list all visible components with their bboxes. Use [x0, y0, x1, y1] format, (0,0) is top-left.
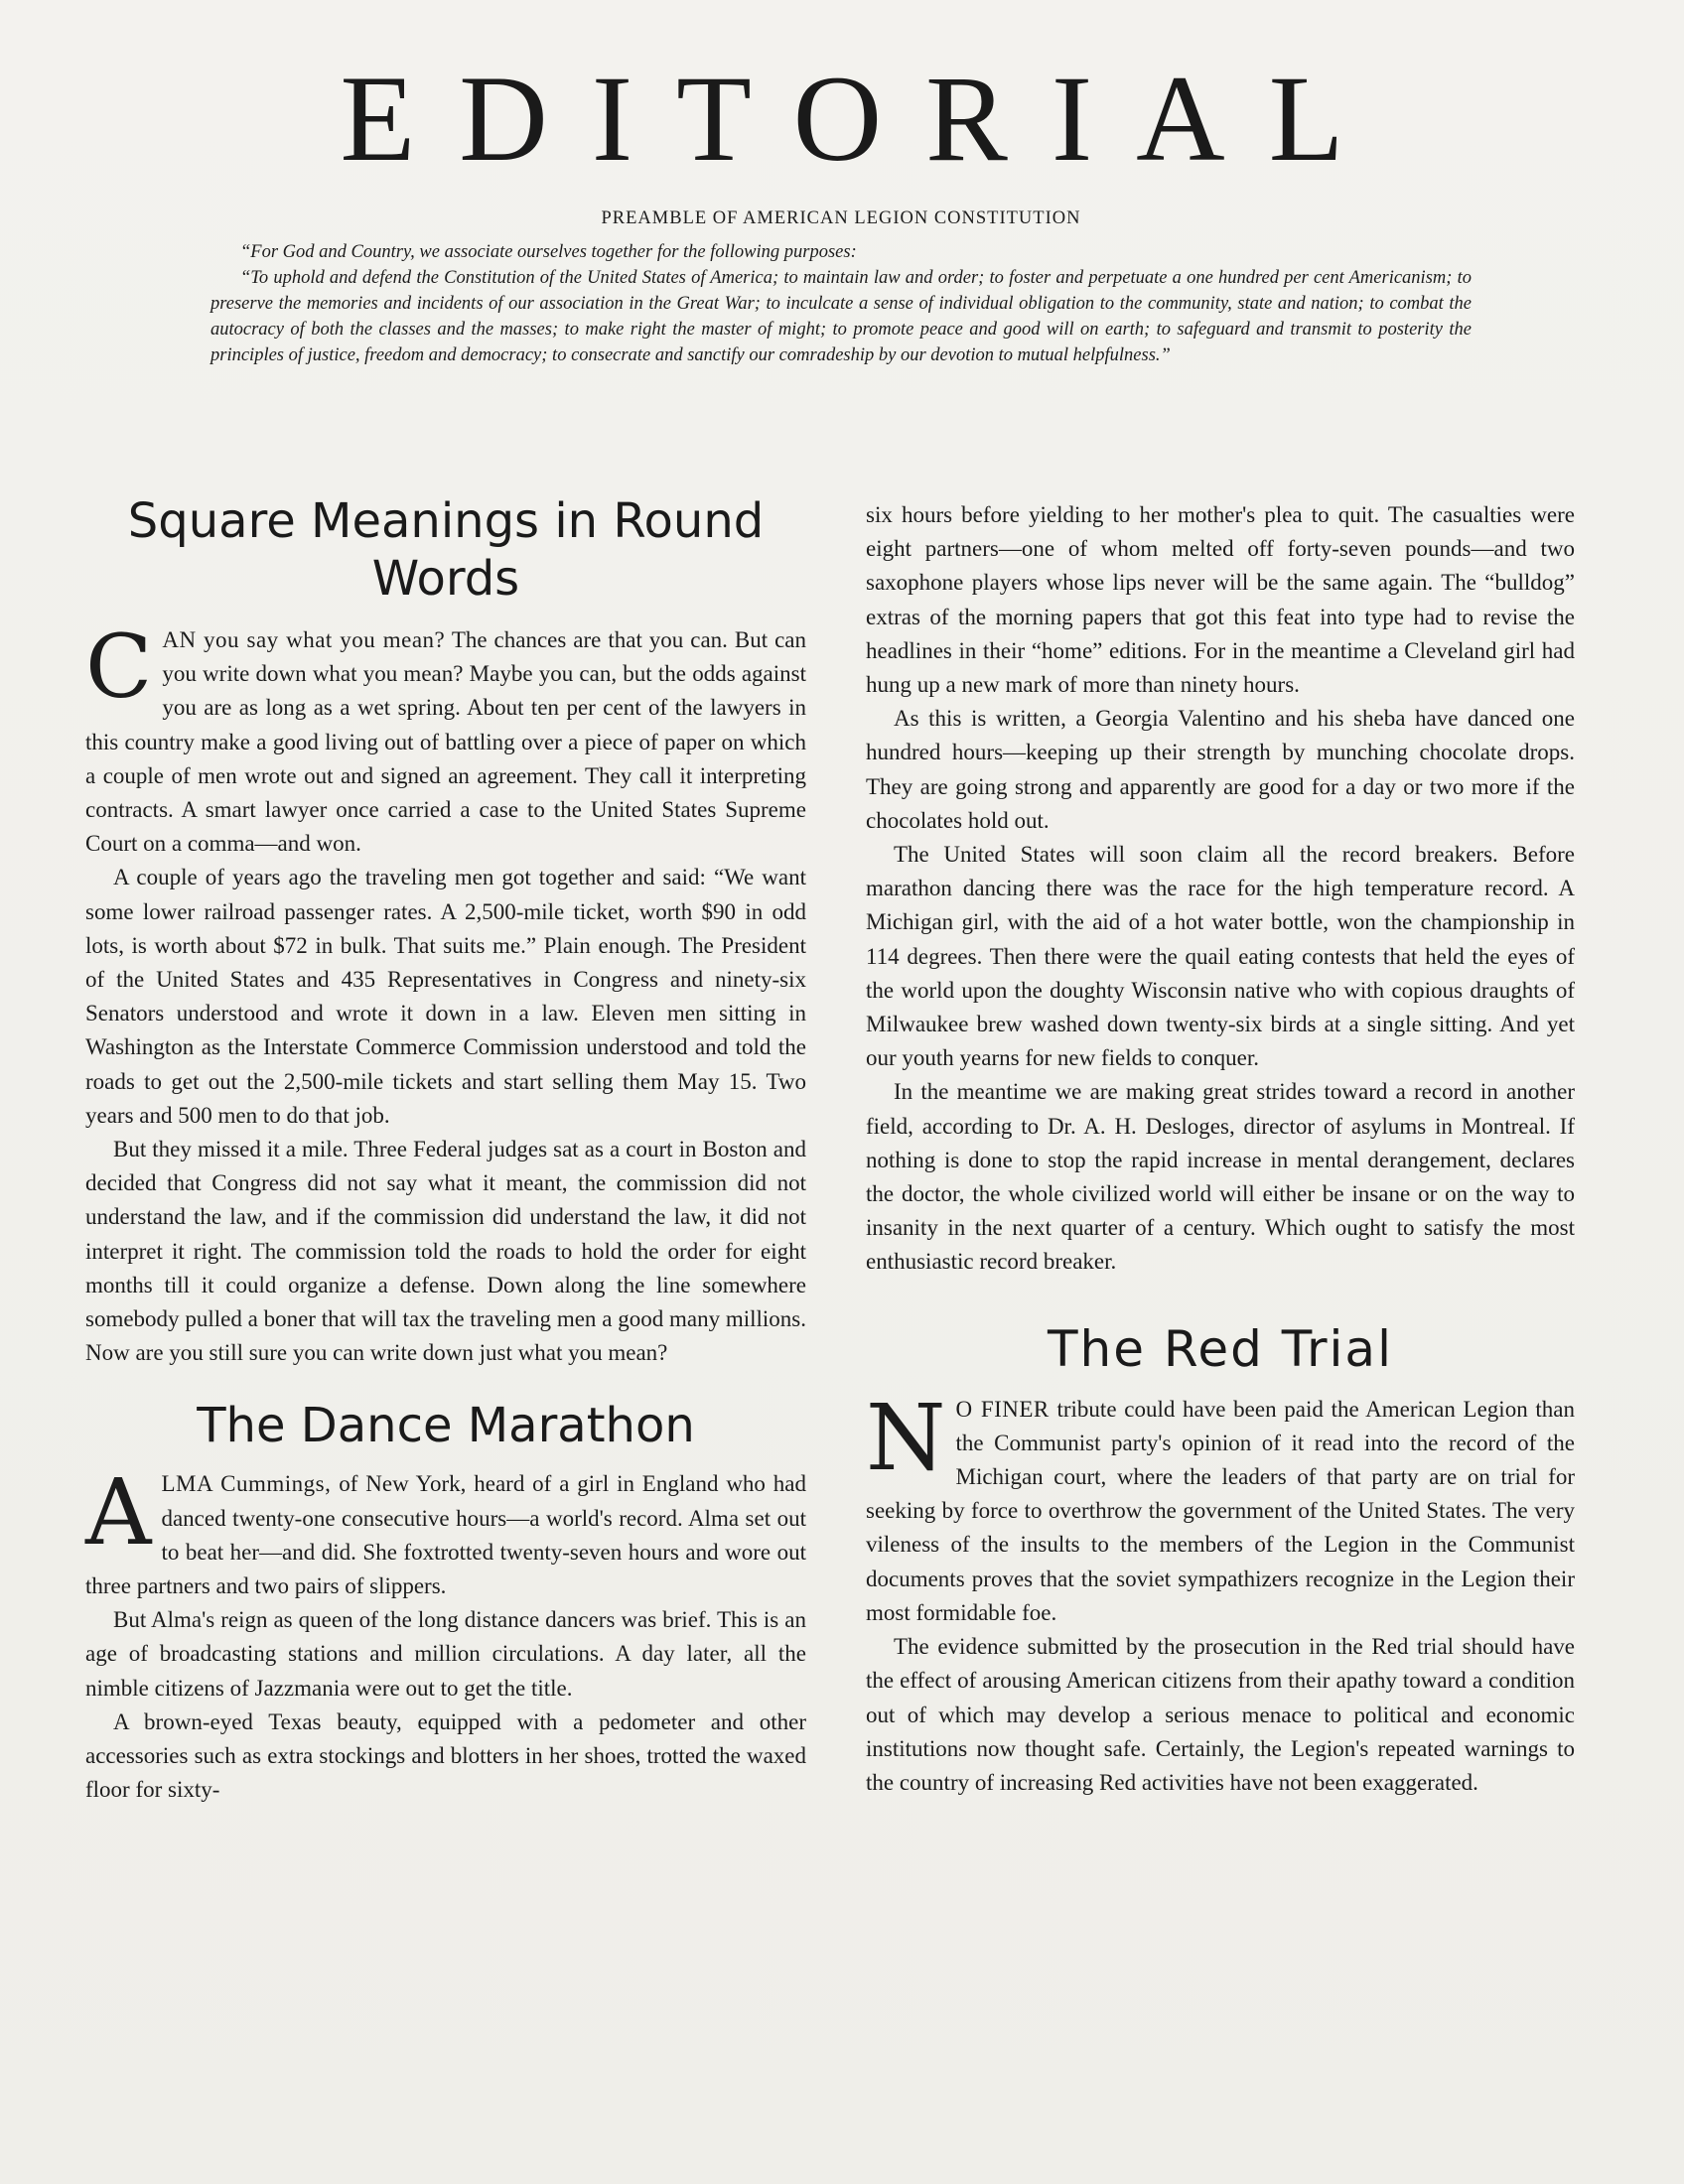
article-paragraph-continued: six hours before yielding to her mother's plea to quit. The casualties were eight partners—one of whom melted off forty-seven pounds—and two saxophone players whose lips never will be the same again. The “bulldog” extras of the morning papers that got this feat into type had to revise the headlines in their “home” editions. For in the meantime a Cleveland girl had hung up a new mark of more than ninety hours.	[866, 502, 1575, 698]
article-paragraph: In the meantime we are making great strides toward a record in another field, according to Dr. A. H. Desloges, director of asylums in Montreal. If nothing is done to stop the rapid increase in mental derangement, declares the doctor, the whole civilized world will either be insane or on the way to insanity in the next quarter of a century. Which ought to satisfy the most enthusiastic record breaker.	[866, 1079, 1575, 1275]
right-column	[866, 498, 1575, 1800]
paragraph-text: of New York, heard of a girl in England who had danced twenty-one consecutive hours—a world's record. Alma set out to beat her—and did. She foxtrotted twenty-seven hours and wore out three partners and two pairs of slippers.	[85, 1471, 806, 1599]
preamble-line-2: “To uphold and defend the Constitution of the United States of America; to maintain law and order; to foster and perpetuate a one hundred per cent Americanism; to preserve the memories and incidents of our association in the Great War; to inculcate a sense of individual obligation to the community, state and nation; to combat the autocracy of both the classes and the masses; to make right the master of might; to promote peace and good will on earth; to safeguard and transmit to posterity the principles of justice, freedom and democracy; to consecrate and sanctify our comradeship by our devotion to mutual helpfulness.”	[210, 268, 1472, 365]
article-paragraph: A couple of years ago the traveling men got together and said: “We want some lower railroad passenger rates. A 2,500-mile ticket, worth $90 in odd lots, is worth about $72 in bulk. That suits me.” Plain enough. The President of the United States and 435 Representatives in Congress and ninety-six Senators understood and wrote it down in a law. Eleven men sitting in Washington as the Interstate Commerce Commission understood and told the roads to get out the 2,500-mile tickets and start selling them May 15. Two years and 500 men to do that job.	[85, 865, 806, 1128]
article-paragraph	[85, 615, 806, 861]
masthead-title: EDITORIAL	[340, 51, 1388, 187]
lead-in: AN you say what you mean?	[162, 627, 446, 652]
preamble-block	[210, 208, 1472, 368]
paragraph-text: tribute could have been paid the American Legion than the Communist party's opinion of it read into the record of the Michigan court, where the leaders of that party are on trial for seeking by force to overthrow the government of the United States. The very vileness of the insults to the members of the Legion in the Communist documents proves that the soviet sympathizers recognize in the Legion their most formidable foe.	[866, 1396, 1575, 1625]
article-heading-red-trial: The Red Trial	[1048, 1319, 1393, 1378]
preamble-title: PREAMBLE OF AMERICAN LEGION CONSTITUTION	[601, 208, 1081, 228]
paragraph-text: The chances are that you can. But can you write down what you mean? Maybe you can, but the odds against you are as long as a wet spring. About ten per cent of the lawyers in this country make a good living out of battling over a piece of paper on which a couple of men wrote out and signed an agreement. They call it interpreting contracts. A smart lawyer once carried a case to the United States Supreme Court on a comma—and won.	[85, 627, 806, 857]
lead-in: LMA Cummings,	[161, 1471, 332, 1497]
article-paragraph: But Alma's reign as queen of the long distance dancers was brief. This is an age of broadcasting stations and million circulations. A day later, all the nimble citizens of Jazzmania were out to get the title.	[85, 1607, 806, 1701]
left-column	[85, 492, 806, 1808]
drop-cap: A	[85, 1459, 152, 1567]
article-heading-square-meanings: Square Meanings in Round Words	[127, 493, 765, 607]
lead-in: O FINER	[955, 1396, 1050, 1422]
article-paragraph: As this is written, a Georgia Valentino and his sheba have danced one hundred hours—keeping up their strength by munching chocolate drops. They are going strong and apparently are good for a day or two more if the chocolates hold out.	[866, 706, 1575, 833]
article-paragraph: But they missed it a mile. Three Federal judges sat as a court in Boston and decided that Congress did not say what it meant, the commission did not understand the law, and if the commission did understand the law, it did not interpret it right. The commission told the roads to hold the order for eight months till it could organize a defense. Down along the line somewhere somebody pulled a boner that will tax the traveling men a good many millions. Now are you still sure you can write down just what you mean?	[85, 1137, 806, 1366]
article-paragraph: A brown-eyed Texas beauty, equipped with a pedometer and other accessories such as extra stockings and blotters in her shoes, trotted the waxed floor for sixty-	[85, 1708, 806, 1803]
drop-cap: C	[85, 615, 153, 718]
preamble-line-1: “For God and Country, we associate ourselves together for the following purposes:	[240, 242, 857, 262]
drop-cap: N	[866, 1384, 946, 1491]
article-heading-dance-marathon: The Dance Marathon	[197, 1398, 695, 1454]
article-paragraph	[85, 1459, 806, 1603]
article-paragraph: The United States will soon claim all the record breakers. Before marathon dancing there was the race for the high temperature record. A Michigan girl, with the aid of a hot water bottle, won the championship in 114 degrees. Then there were the quail eating contests that held the eyes of the world upon the doughty Wisconsin native who with copious draughts of Milwaukee brew washed down twenty-six birds at a single sitting. And yet our youth yearns for new fields to conquer.	[866, 842, 1575, 1071]
article-paragraph: The evidence submitted by the prosecution in the Red trial should have the effect of arousing American citizens from their apathy toward a condition out of which may develop a serious menace to political and economic institutions now thought safe. Certainly, the Legion's repeated warnings to the country of increasing Red activities have not been exaggerated.	[866, 1634, 1575, 1795]
article-paragraph	[866, 1384, 1575, 1630]
